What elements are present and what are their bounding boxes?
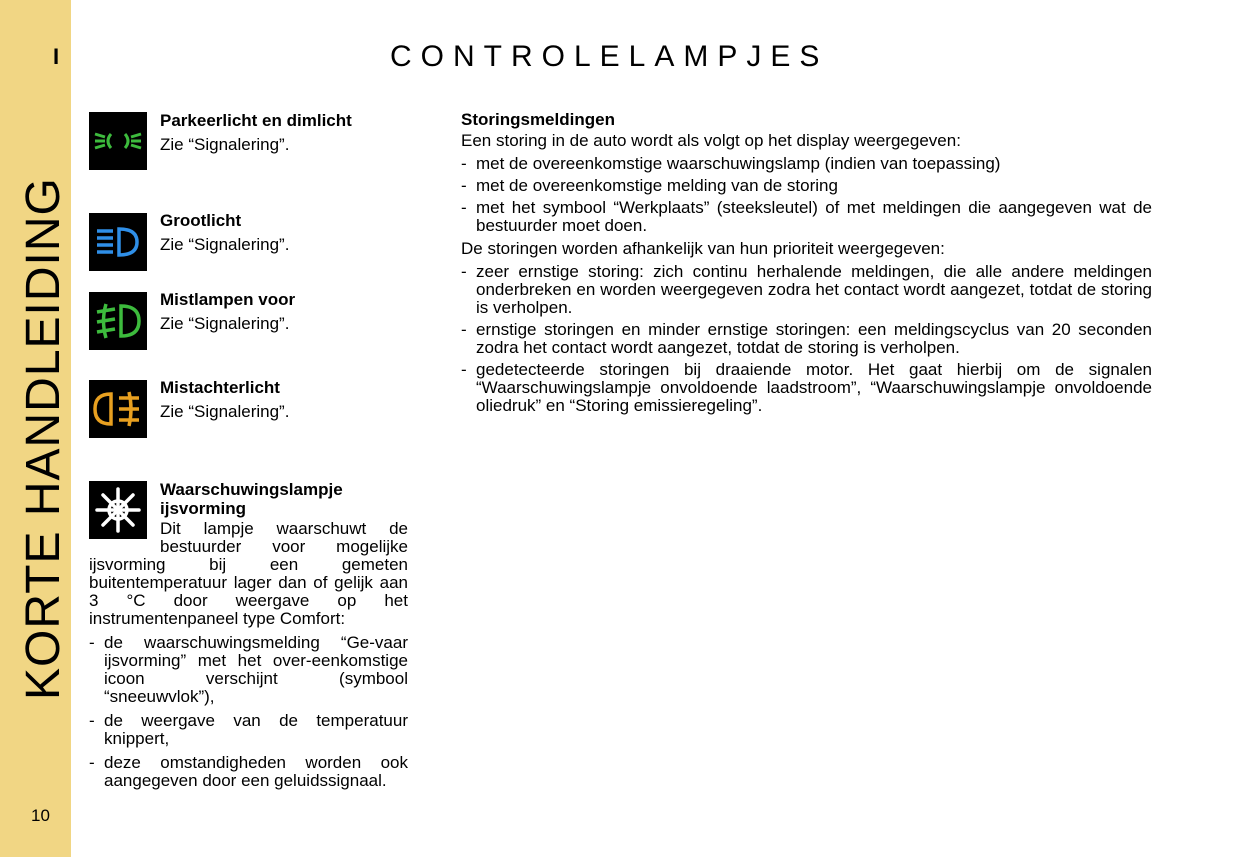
rear-fog-icon xyxy=(89,380,147,438)
ice-body xyxy=(89,520,408,790)
lamp-title-front-fog: Mistlampen voor xyxy=(160,290,296,309)
faults-priority-list xyxy=(461,263,1152,415)
faults-display-list xyxy=(461,155,1152,235)
page-number: 10 xyxy=(31,806,50,825)
list-item: - gedetecteerde storingen bij draaiende motor. Het gaat hierbij om de signalen “Waarschuwingslampje onvoldoende laadstroom”, “Waarschuwingslampje onvoldoende oliedruk” en “Storing emissieregeling”. xyxy=(461,361,1152,415)
ice-title xyxy=(160,480,343,518)
faults-section xyxy=(461,111,1152,415)
ice-list xyxy=(89,634,408,790)
high-beam-icon xyxy=(89,213,147,271)
parking-light-icon xyxy=(89,112,147,170)
list-item: - ernstige storingen en minder ernstige storingen: een meldingscyclus van 20 seconden zodra het contact wordt aangezet, totdat de storing is verholpen. xyxy=(461,321,1152,357)
lamp-title-rear-fog: Mistachterlicht xyxy=(160,378,280,397)
lamp-text-front-fog: Zie “Signalering”. xyxy=(160,314,290,333)
lamp-text-rear-fog: Zie “Signalering”. xyxy=(160,402,290,421)
chapter-number: I xyxy=(52,44,60,69)
lamp-title-parking: Parkeerlicht en dimlicht xyxy=(160,111,352,130)
list-item: - met het symbool “Werkplaats” (steeksleutel) of met meldingen die aangegeven wat de bestuurder moet doen. xyxy=(461,199,1152,235)
ice-title-line2: ijsvorming xyxy=(160,499,246,518)
lamp-title-high-beam: Grootlicht xyxy=(160,211,242,230)
list-item: - met de overeenkomstige melding van de storing xyxy=(461,177,1152,195)
sidebar xyxy=(0,0,71,857)
faults-heading: Storingsmeldingen xyxy=(461,110,615,129)
ice-title-line1: Waarschuwingslampje xyxy=(160,480,343,499)
snowflake-icon xyxy=(89,481,147,539)
lamp-text-high-beam: Zie “Signalering”. xyxy=(160,235,290,254)
ice-paragraph: Dit lampje waarschuwt de bestuurder voor mogelijke ijsvorming bij een gemeten buitentemperatuur lager dan of gelijk aan 3 °C door weergave op het instrumentenpaneel type Comfort: xyxy=(89,519,408,628)
section-title-vertical: KORTE HANDLEIDING xyxy=(17,177,70,700)
list-item: - de weergave van de temperatuur knippert, xyxy=(89,712,408,748)
list-item: - met de overeenkomstige waarschuwingslamp (indien van toepassing) xyxy=(461,155,1152,173)
faults-priority-intro: De storingen worden afhankelijk van hun prioriteit weergegeven: xyxy=(461,239,945,258)
lamp-text-parking: Zie “Signalering”. xyxy=(160,135,290,154)
front-fog-icon xyxy=(89,292,147,350)
list-item: - zeer ernstige storing: zich continu herhalende meldingen, die alle andere meldingen onderbreken en worden weergegeven zodra het contact wordt aangezet, totdat de storing is verholpen. xyxy=(461,263,1152,317)
faults-intro: Een storing in de auto wordt als volgt op het display weergegeven: xyxy=(461,131,961,150)
list-item: - deze omstandigheden worden ook aangegeven door een geluidssignaal. xyxy=(89,754,408,790)
list-item: - de waarschuwingsmelding “Ge-vaar ijsvorming” met het over-eenkomstige icoon verschijnt (symbool “sneeuwvlok”), xyxy=(89,634,408,706)
page-title: CONTROLELAMPJES xyxy=(390,40,829,73)
